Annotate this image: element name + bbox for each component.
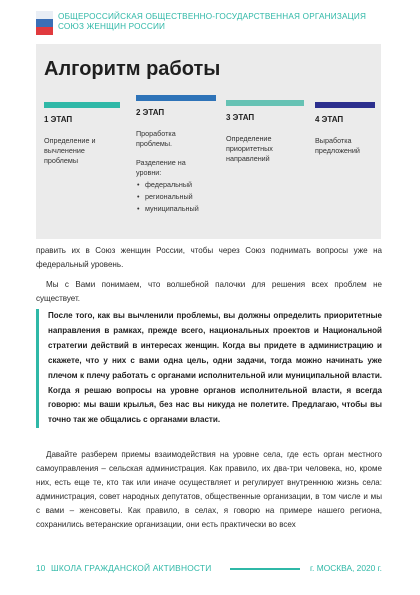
highlighted-quote: После того, как вы вычленили проблемы, вы должны определить приоритетные направления в рамках, прежде всего, национальных проектов и Национальной стратегии действий в интересах женщин. Когда вы придете в администрацию и скажете, что у них с вами одна цель, одни задачи, тогда можно начинать уже плечом к плечу работать с органами исполнительной или муниципальной власти. Когда я решаю вопросы на уровне органов исполнительной власти, я всегда говорю: мы ваши крылья, без нас вы никуда не полетите. Предлагаю, чтобы вы точно так же общались с органами власти. — [36, 309, 382, 428]
paragraph-2: Мы с Вами понимаем, что волшебной палочки для решения всех проблем не существует. — [36, 280, 382, 303]
flag-stripe-white — [36, 11, 53, 19]
stage-2 — [136, 95, 216, 215]
stage-1-description: Определение и вычленение проблемы — [44, 136, 96, 165]
stage-4 — [315, 102, 375, 156]
list-item: • федеральный — [136, 179, 216, 191]
stage-2-label: 2 ЭТАП — [136, 108, 165, 117]
stage-1 — [44, 102, 120, 166]
stage-4-bar — [315, 102, 375, 108]
footer-divider-line — [230, 568, 300, 570]
stage-4-description: Выработка предложений — [315, 136, 360, 155]
list-item: • муниципальный — [136, 203, 216, 215]
algorithm-title: Алгоритм работы — [44, 58, 221, 80]
stage-3-description: Определение приоритетных направлений — [226, 134, 273, 163]
stage-3 — [226, 100, 304, 164]
algorithm-panel — [36, 44, 381, 239]
stage-2-description: Проработка проблемы. — [136, 129, 176, 148]
stage-2-levels-list — [136, 179, 216, 215]
flag-stripe-red — [36, 27, 53, 35]
stage-3-bar — [226, 100, 304, 106]
paragraph-3: Давайте разберем приемы взаимодействия на уровне села, где есть орган местного самоуправления – сельская администрация. Как правило, их два-три человека, но, кроме них, есть еще те, кто так или иначе осуществляет и регулирует внутреннюю жизнь села: администрация, совет народных депутатов, общественные организации, в том числе и мы с вами – женсоветы. Как правило, в селах, я говорю на примере нашего региона, сохранились ветеранские организации, они есть практически во всех — [36, 450, 382, 529]
footer-city-year: г. МОСКВА, 2020 г. — [310, 563, 382, 573]
organization-name-line2: СОЮЗ ЖЕНЩИН РОССИИ — [58, 22, 166, 31]
flag-stripe-blue — [36, 19, 53, 27]
organization-name-line1: ОБЩЕРОССИЙСКАЯ ОБЩЕСТВЕННО-ГОСУДАРСТВЕННАЯ ОРГАНИЗАЦИЯ — [58, 12, 367, 21]
stage-1-label: 1 ЭТАП — [44, 115, 73, 124]
stage-2-bar — [136, 95, 216, 101]
page-number: 10 — [36, 563, 46, 573]
page-header — [0, 0, 420, 40]
footer-school-title: ШКОЛА ГРАЖДАНСКОЙ АКТИВНОСТИ — [51, 563, 212, 573]
list-item: • региональный — [136, 191, 216, 203]
stage-3-label: 3 ЭТАП — [226, 113, 255, 122]
paragraph-1: править их в Союз женщин России, чтобы через Союз поднимать вопросы уже на федеральный уровень. — [36, 246, 382, 269]
stage-1-bar — [44, 102, 120, 108]
page-footer — [0, 560, 420, 576]
stage-4-label: 4 ЭТАП — [315, 115, 344, 124]
stage-2-levels-intro: Разделение на уровни: — [136, 158, 186, 177]
russian-flag-icon — [36, 11, 53, 35]
